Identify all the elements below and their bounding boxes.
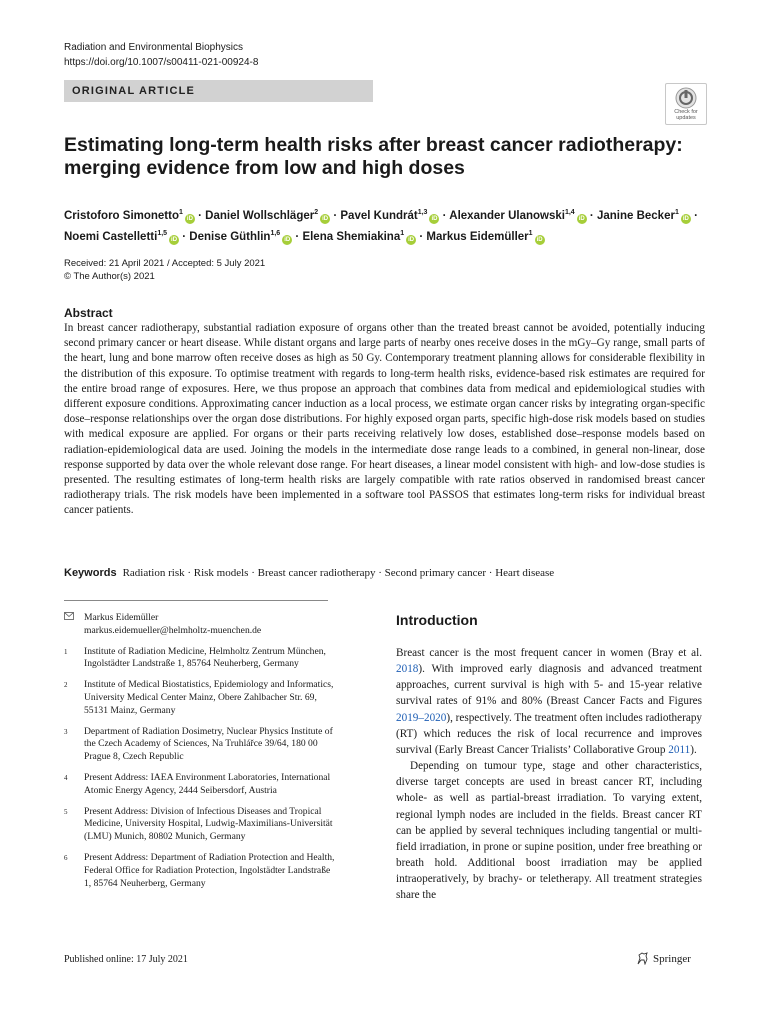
- affiliation-number: 3: [64, 727, 68, 736]
- keywords-label: Keywords: [64, 567, 117, 579]
- affiliation-item: [64, 726, 354, 764]
- author[interactable]: [597, 210, 691, 222]
- intro-paragraph: Breast cancer is the most frequent cancer in women (Bray et al. 2018). With improved early diagnosis and advanced treatment approaches, current survival is high with 5- and 15-year relative survival rates of 91% and 80% (Breast Cancer Facts and Figures 2019–2020), respectively. The treatment often includes radiotherapy (RT) which reduces the risk of local recurrence and improves survival (Early Breast Cancer Trialists’ Collaborative Group 2011).: [396, 647, 703, 756]
- author-name: Pavel Kundrát: [340, 209, 418, 222]
- author-separator: ·: [198, 209, 202, 222]
- author-separator: ·: [419, 230, 424, 243]
- check-updates-icon: [675, 87, 697, 109]
- citation-link[interactable]: 2019–2020: [396, 711, 447, 724]
- orcid-icon[interactable]: iD: [186, 215, 193, 222]
- orcid-icon[interactable]: iD: [682, 215, 689, 222]
- article-type-banner: ORIGINAL ARTICLE: [64, 80, 373, 102]
- author-separator: ·: [182, 230, 187, 243]
- author-affiliation-marker: 1,3: [417, 209, 428, 216]
- affiliation-item: [64, 646, 354, 672]
- introduction-heading: Introduction: [396, 612, 478, 628]
- affiliations-block: [64, 612, 354, 898]
- affiliation-text: Present Address: Department of Radiation Protection and Health, Federal Office for Radiation Protection, Ingolstädter Landstraße 1, 85764 Neuherberg, Germany: [84, 851, 335, 889]
- author-affiliation-marker: 1: [179, 209, 183, 216]
- author-name: Daniel Wollschläger: [205, 209, 315, 222]
- copyright: © The Author(s) 2021: [64, 271, 155, 282]
- affiliation-number: 4: [64, 773, 68, 782]
- journal-name: Radiation and Environmental Biophysics: [64, 42, 243, 53]
- author-separator: ·: [589, 209, 594, 222]
- author-separator: ·: [442, 209, 447, 222]
- corresponding-author-email[interactable]: markus.eidemueller@helmholtz-muenchen.de: [84, 624, 262, 636]
- article-title: Estimating long-term health risks after breast cancer radiotherapy: merging evidence from low and high doses: [64, 134, 683, 179]
- affiliation-item: [64, 806, 354, 844]
- keywords-text: Radiation risk · Risk models · Breast cancer radiotherapy · Second primary cancer · Heart disease: [122, 567, 555, 579]
- orcid-icon[interactable]: iD: [171, 236, 178, 243]
- author-name: Cristoforo Simonetto: [64, 209, 179, 222]
- orcid-icon[interactable]: iD: [408, 236, 415, 243]
- author-name: Denise Güthlin: [189, 230, 271, 243]
- author[interactable]: [302, 231, 416, 243]
- check-updates-label: Check for updates: [674, 109, 698, 121]
- affiliation-item: [64, 679, 354, 717]
- publisher-logo: [636, 952, 691, 965]
- affiliation-item: [64, 852, 354, 890]
- affiliation-text: Present Address: IAEA Environment Laboratories, International Atomic Energy Agency, 2444 Seibersdorf, Austria: [84, 771, 331, 796]
- author-name: Alexander Ulanowski: [449, 209, 565, 222]
- author[interactable]: [340, 210, 439, 222]
- keywords: [64, 566, 714, 581]
- author-name: Noemi Castelletti: [64, 230, 158, 243]
- orcid-icon[interactable]: iD: [322, 215, 329, 222]
- affiliation-text: Department of Radiation Dosimetry, Nuclear Physics Institute of the Czech Academy of Sciences, Na Truhlářce 39/64, 180 00 Prague 8, Czech Republic: [84, 725, 333, 763]
- abstract-text: In breast cancer radiotherapy, substantial radiation exposure of organs other than the treated breast cannot be avoided, potentially inducing second primary cancer or heart disease. While distant organs and large parts of nearby ones receive doses in the mGy–Gy range, small parts of the heart, lung and bone marrow often receive doses as high as 50 Gy. Contemporary treatment planning allows for considerable flexibility in the distribution of this exposure. To optimise treatment with regards to long-term health risks, evidence-based risk estimates are required for the entire broad range of exposures. Here, we thus propose an approach that combines data from medical and epidemiological studies with different exposure conditions. Approximating cancer induction as a local process, we estimate organ cancer risks by integrating organ-specific dose–response relationships over the organ dose distributions. For highly exposed organ parts, specific high-dose risk models based on studies with medical exposure are applied. For organs or their parts receiving relatively low doses, established dose–response models based on radiation-epidemiological data are used. Joining the models in the intermediate dose range leads to a combined, in general non-linear, dose response supported by data over the whole relevant dose range. For heart diseases, a linear model consistent with high- and low-dose studies is presented. The resulting estimates of long-term health risks are largely compatible with rate ratios observed in randomised breast cancer radiotherapy trials. The risk models have been implemented in a software tool PASSOS that estimates long-term risks for individual breast cancer patients.: [64, 322, 705, 517]
- author[interactable]: [449, 210, 586, 222]
- affiliation-text: Institute of Medical Biostatistics, Epidemiology and Informatics, University Medical Center Mainz, Obere Zahlbacher Str. 69, 55131 Mainz, Germany: [84, 679, 334, 716]
- author[interactable]: [64, 231, 179, 243]
- journal-header: [64, 40, 258, 70]
- doi-link[interactable]: https://doi.org/10.1007/s00411-021-00924-8: [64, 57, 259, 68]
- affiliation-number: 2: [64, 681, 68, 690]
- author[interactable]: [189, 231, 292, 243]
- correspondence: [64, 612, 354, 638]
- orcid-icon[interactable]: iD: [578, 215, 585, 222]
- envelope-icon: [64, 612, 84, 638]
- intro-paragraph: Depending on tumour type, stage and other characteristics, diverse target concepts are used in breast cancer RT, including whole- as well as partial-breast irradiation. To varying extent, regional lymph nodes are included in the fields. Breast cancer RT can be applied by several techniques including tangential or multi-field irradiation, in prone or supine position, under free breathing or breath hold. Additional boost irradiation may be applied intraoperatively, by brachy- or teletherapy. All treatment strategies share the: [396, 760, 702, 902]
- received-accepted: Received: 21 April 2021 / Accepted: 5 July 2021: [64, 258, 266, 269]
- author-list: [64, 204, 714, 246]
- affiliation-list: [64, 646, 354, 891]
- author-affiliation-marker: 1: [400, 229, 405, 237]
- check-for-updates-badge[interactable]: [665, 83, 707, 125]
- author-separator: ·: [333, 209, 338, 222]
- author-affiliation-marker: 1,4: [564, 209, 575, 216]
- footnote-divider: [64, 600, 328, 601]
- affiliation-number: 5: [64, 807, 68, 816]
- citation-link[interactable]: 2011: [668, 743, 691, 756]
- author-affiliation-marker: 2: [314, 209, 319, 216]
- author-affiliation-marker: 1: [528, 229, 533, 237]
- author[interactable]: [64, 210, 195, 222]
- corresponding-author-name: Markus Eidemüller: [84, 612, 159, 623]
- author-name: Elena Shemiakina: [302, 230, 401, 243]
- author-name: Markus Eidemüller: [426, 230, 529, 243]
- author-affiliation-marker: 1: [674, 209, 679, 216]
- abstract-heading: Abstract: [64, 306, 113, 320]
- author-separator: ·: [295, 230, 300, 243]
- springer-horse-icon: [636, 952, 649, 965]
- article-dates: [64, 257, 265, 283]
- author-affiliation-marker: 1,6: [270, 229, 281, 237]
- introduction-body: [396, 645, 702, 904]
- affiliation-number: 1: [64, 647, 68, 656]
- author-affiliation-marker: 1,5: [157, 229, 168, 237]
- affiliation-text: Institute of Radiation Medicine, Helmholtz Zentrum München, Ingolstädter Landstraße 1, 85764 Neuherberg, Germany: [84, 645, 326, 670]
- published-online: Published online: 17 July 2021: [64, 954, 188, 965]
- author[interactable]: [426, 231, 544, 243]
- orcid-icon[interactable]: iD: [536, 236, 543, 243]
- affiliation-item: [64, 772, 354, 798]
- citation-link[interactable]: 2018: [396, 663, 419, 676]
- author-separator: ·: [694, 209, 698, 222]
- affiliation-text: Present Address: Division of Infectious Diseases and Tropical Medicine, University Hospital, Ludwig-Maximilians-Universität (LMU) Munich, 80802 Munich, Germany: [84, 805, 333, 843]
- author-name: Janine Becker: [596, 209, 675, 222]
- affiliation-number: 6: [64, 853, 68, 862]
- orcid-icon[interactable]: iD: [284, 236, 291, 243]
- orcid-icon[interactable]: iD: [431, 215, 438, 222]
- author[interactable]: [205, 210, 330, 222]
- publisher-name: Springer: [653, 952, 691, 965]
